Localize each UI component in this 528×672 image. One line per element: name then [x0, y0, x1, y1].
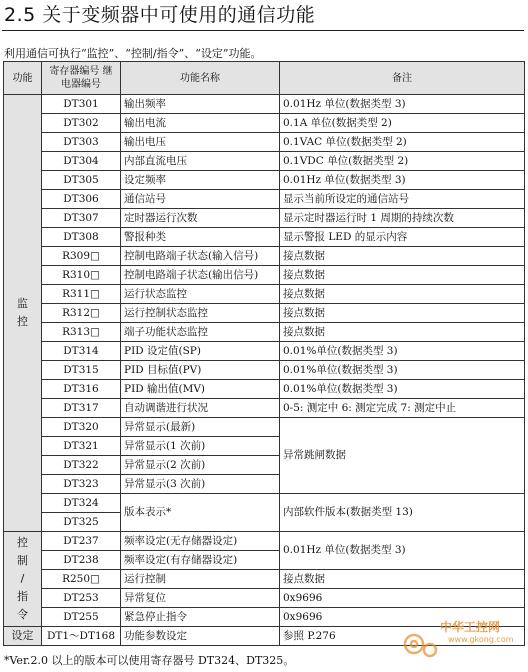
note-cell: 0x9696: [280, 589, 525, 608]
register-cell: DT317: [42, 399, 121, 418]
note-cell: 接点数据: [280, 304, 525, 323]
note-cell-error: 异常跳闸数据: [280, 418, 525, 494]
table-row: [4, 323, 525, 342]
function-name-cell: 端子功能状态监控: [121, 323, 280, 342]
function-name-cell-version: 版本表示*: [121, 494, 280, 532]
category-control: 控 制 / 指 令: [4, 532, 42, 627]
register-cell: R312□: [42, 304, 121, 323]
footnote: *Ver.2.0 以上的版本可以使用寄存器号 DT324、DT325。: [4, 654, 295, 667]
table-row: [4, 114, 525, 133]
category-monitor: 监 控: [4, 95, 42, 532]
function-name-cell: 内部直流电压: [121, 152, 280, 171]
section-heading: 2.5 关于变频器中可使用的通信功能: [4, 4, 316, 26]
header-note: 备注: [280, 62, 525, 95]
note-cell: 0.1VDC 单位(数据类型 2): [280, 152, 525, 171]
table-row: [4, 266, 525, 285]
function-name-cell: 异常显示(3 次前): [121, 475, 280, 494]
register-cell: DT306: [42, 190, 121, 209]
function-name-cell: 输出电压: [121, 133, 280, 152]
register-cell: DT301: [42, 95, 121, 114]
function-name-cell: 自动调谐进行状况: [121, 399, 280, 418]
table-row: [4, 133, 525, 152]
heading-rule: [2, 30, 524, 31]
register-cell: DT324: [42, 494, 121, 513]
note-cell: 接点数据: [280, 570, 525, 589]
function-name-cell: 频率设定(无存储器设定): [121, 532, 280, 551]
function-name-cell: 控制电路端子状态(输入信号): [121, 247, 280, 266]
note-cell: 0.1VAC 单位(数据类型 2): [280, 133, 525, 152]
header-register: 寄存器编号 继电器编号: [42, 62, 121, 95]
function-name-cell: 警报种类: [121, 228, 280, 247]
register-cell: R309□: [42, 247, 121, 266]
register-cell: DT1～DT168: [42, 627, 121, 646]
register-cell: DT316: [42, 380, 121, 399]
register-cell: R250□: [42, 570, 121, 589]
function-name-cell: 输出频率: [121, 95, 280, 114]
register-cell: R311□: [42, 285, 121, 304]
header-category: 功能: [4, 62, 42, 95]
function-name-cell: 异常显示(1 次前): [121, 437, 280, 456]
table-row: [4, 247, 525, 266]
function-name-cell: PID 输出值(MV): [121, 380, 280, 399]
note-cell: 0-5: 测定中 6: 测定完成 7: 测定中止: [280, 399, 525, 418]
function-name-cell: 异常显示(最新): [121, 418, 280, 437]
note-cell: 显示警报 LED 的显示内容: [280, 228, 525, 247]
function-name-cell: 运行状态监控: [121, 285, 280, 304]
note-cell: 显示定时器运行时 1 周期的持续次数: [280, 209, 525, 228]
communication-function-table: [3, 61, 525, 646]
register-cell: DT308: [42, 228, 121, 247]
function-name-cell: 通信站号: [121, 190, 280, 209]
register-cell: DT320: [42, 418, 121, 437]
register-cell: DT307: [42, 209, 121, 228]
register-cell: R313□: [42, 323, 121, 342]
register-cell: DT305: [42, 171, 121, 190]
table-row: [4, 589, 525, 608]
register-cell: DT304: [42, 152, 121, 171]
function-name-cell: 紧急停止指令: [121, 608, 280, 627]
table-row: [4, 152, 525, 171]
function-name-cell: 功能参数设定: [121, 627, 280, 646]
note-cell: 参照 P.276: [280, 627, 525, 646]
category-setting: 设定: [4, 627, 42, 646]
function-name-cell: 异常显示(2 次前): [121, 456, 280, 475]
register-cell: DT255: [42, 608, 121, 627]
note-cell: 显示当前所设定的通信站号: [280, 190, 525, 209]
function-name-cell: 异常复位: [121, 589, 280, 608]
note-cell: 接点数据: [280, 247, 525, 266]
table-row: [4, 190, 525, 209]
table-row: [4, 399, 525, 418]
register-cell: DT322: [42, 456, 121, 475]
note-cell-frequency: 0.01Hz 单位(数据类型 3): [280, 532, 525, 570]
note-cell: 接点数据: [280, 266, 525, 285]
function-name-cell: 输出电流: [121, 114, 280, 133]
register-cell: DT321: [42, 437, 121, 456]
register-cell: DT323: [42, 475, 121, 494]
table-row: [4, 285, 525, 304]
watermark-text: 中华工控网: [440, 620, 501, 634]
function-name-cell: PID 设定值(SP): [121, 342, 280, 361]
register-cell: DT315: [42, 361, 121, 380]
note-cell: 0.01Hz 单位(数据类型 3): [280, 95, 525, 114]
intro-text: 利用通信可执行“监控”、“控制/指令”、“设定”功能。: [4, 47, 262, 60]
note-cell-version: 内部软件版本(数据类型 13): [280, 494, 525, 532]
table-row: [4, 342, 525, 361]
function-name-cell: 运行控制: [121, 570, 280, 589]
table-row: [4, 209, 525, 228]
table-row: [4, 361, 525, 380]
function-name-cell: 定时器运行次数: [121, 209, 280, 228]
table-row: [4, 570, 525, 589]
register-cell: DT237: [42, 532, 121, 551]
note-cell: 接点数据: [280, 285, 525, 304]
register-cell: DT325: [42, 513, 121, 532]
note-cell: 接点数据: [280, 323, 525, 342]
function-name-cell: 运行控制状态监控: [121, 304, 280, 323]
watermark-url: www.gkong.com: [448, 635, 514, 644]
register-cell: DT253: [42, 589, 121, 608]
function-name-cell: 控制电路端子状态(输出信号): [121, 266, 280, 285]
note-cell: 0.1A 单位(数据类型 2): [280, 114, 525, 133]
header-name: 功能名称: [121, 62, 280, 95]
table-row: [4, 95, 525, 114]
table-row: [4, 380, 525, 399]
register-cell: DT302: [42, 114, 121, 133]
register-cell: R310□: [42, 266, 121, 285]
note-cell: 0.01%单位(数据类型 3): [280, 342, 525, 361]
note-cell: 0x9696: [280, 608, 525, 627]
note-cell: 0.01%单位(数据类型 3): [280, 380, 525, 399]
table-row: [4, 171, 525, 190]
table-header-row: [4, 62, 525, 95]
note-cell: 0.01%单位(数据类型 3): [280, 361, 525, 380]
table-row: [4, 494, 525, 513]
function-name-cell: 频率设定(有存储器设定): [121, 551, 280, 570]
table-row: [4, 418, 525, 437]
register-cell: DT303: [42, 133, 121, 152]
function-name-cell: 设定频率: [121, 171, 280, 190]
register-cell: DT238: [42, 551, 121, 570]
table-row: [4, 532, 525, 551]
table-row: [4, 304, 525, 323]
note-cell: 0.01Hz 单位(数据类型 3): [280, 171, 525, 190]
register-cell: DT314: [42, 342, 121, 361]
function-name-cell: PID 目标值(PV): [121, 361, 280, 380]
table-row: [4, 228, 525, 247]
